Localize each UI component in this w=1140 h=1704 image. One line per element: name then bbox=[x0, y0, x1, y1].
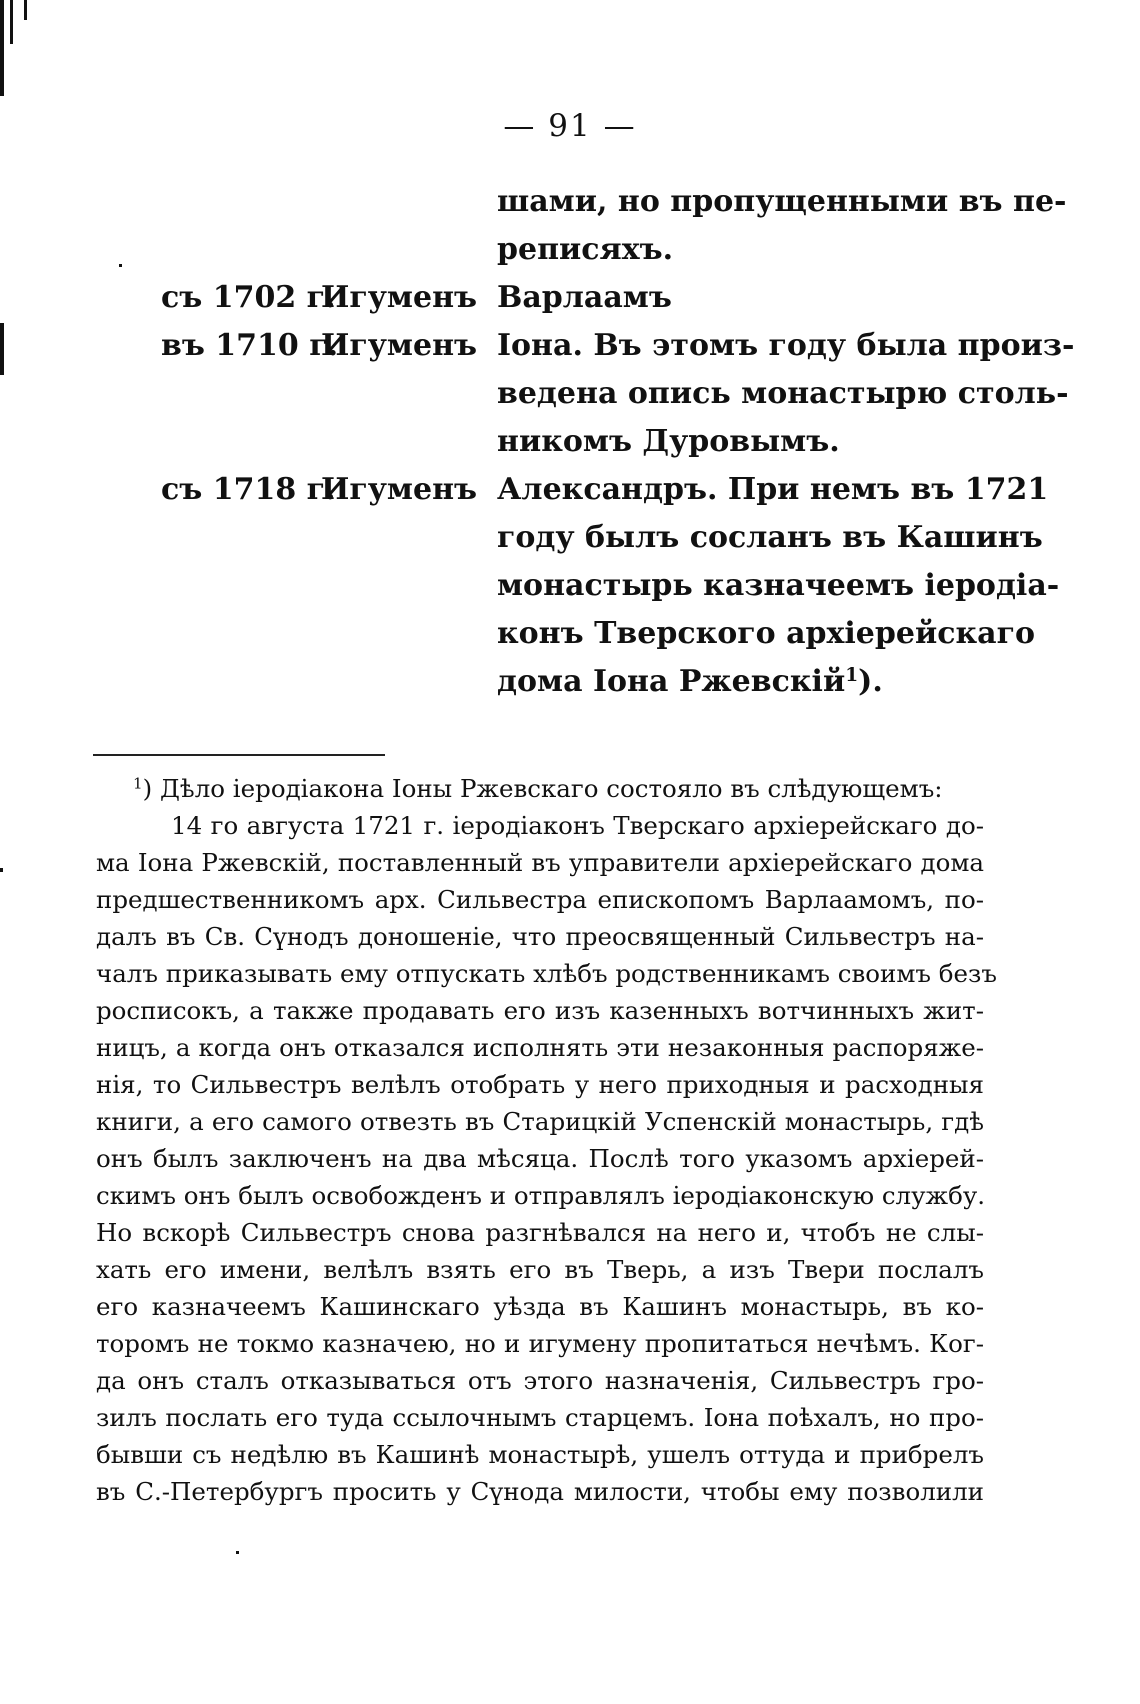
footnote-line: его казначеемъ Кашинскаго уѣзда въ Кашинъ монастырь, въ ко- bbox=[96, 1292, 984, 1321]
entry-date: въ 1710 г. bbox=[161, 328, 339, 363]
text-line: шами, но пропущенными въ пе- bbox=[497, 184, 1067, 219]
footnote-line: зилъ послать его туда ссылочнымъ старцемъ. Іона поѣхалъ, но про- bbox=[96, 1403, 984, 1432]
entry-title: Игуменъ bbox=[321, 472, 478, 507]
text-line: Варлаамъ bbox=[497, 280, 672, 315]
footnote-line: хать его имени, велѣлъ взять его въ Тверь, а изъ Твери послалъ bbox=[96, 1255, 984, 1284]
footnote-number: 1 bbox=[133, 774, 143, 793]
footnote-line: ницъ, а когда онъ отказался исполнять эти незаконныя распоряже- bbox=[96, 1033, 984, 1062]
page-number: — 91 — bbox=[503, 108, 637, 144]
entry-date: съ 1718 г. bbox=[161, 472, 336, 507]
footnote-line: ма Іона Ржевскій, поставленный въ управители архіерейскаго дома bbox=[96, 848, 984, 877]
footnote-line: книги, а его самого отвезть въ Старицкій Успенскій монастырь, гдѣ bbox=[96, 1107, 984, 1136]
scan-mark-dot-2 bbox=[236, 1551, 239, 1554]
text-line: реписяхъ. bbox=[497, 232, 674, 267]
footnote-line: росписокъ, а также продавать его изъ казенныхъ вотчинныхъ жит- bbox=[96, 996, 984, 1025]
footnote-line: предшественникомъ арх. Сильвестра епископомъ Варлаамомъ, по- bbox=[96, 885, 984, 914]
footnote-line: чалъ приказывать ему отпускать хлѣбъ родственникамъ своимъ безъ bbox=[96, 959, 998, 988]
list-item bbox=[0, 466, 1140, 706]
scan-mark-top-left-tick2 bbox=[24, 0, 27, 20]
text-line: году былъ сосланъ въ Кашинъ bbox=[497, 520, 1043, 555]
footnote-line: бывши съ недѣлю въ Кашинѣ монастырѣ, ушелъ оттуда и прибрелъ bbox=[96, 1440, 984, 1469]
entry-title: Игуменъ bbox=[321, 328, 478, 363]
text-line: ведена опись монастырю столь- bbox=[497, 376, 1069, 411]
footnote-line bbox=[96, 770, 984, 807]
footnote-line: скимъ онъ былъ освобожденъ и отправлялъ іеродіаконскую службу. bbox=[96, 1181, 986, 1210]
list-item bbox=[0, 274, 1140, 322]
entry-text bbox=[497, 466, 1060, 706]
footnote-line: онъ былъ заключенъ на два мѣсяца. Послѣ того указомъ архіерей- bbox=[96, 1144, 984, 1173]
continuation-text bbox=[497, 178, 1067, 274]
footnote-line: да онъ сталъ отказываться отъ этого назначенія, Сильвестръ гро- bbox=[96, 1366, 984, 1395]
text-line: Александръ. При немъ въ 1721 bbox=[497, 472, 1049, 507]
text-line: конъ Тверского архіерейскаго bbox=[497, 616, 1035, 651]
scan-mark-left-dot bbox=[0, 868, 3, 872]
footnote-line: далъ въ Св. Сүнодъ доношеніе, что преосвященный Сильвестръ на- bbox=[96, 922, 984, 951]
entry-text bbox=[497, 322, 1075, 466]
footnote-line: Но вскорѣ Сильвестръ снова разгнѣвался на него и, чтобъ не слы- bbox=[96, 1218, 984, 1247]
scan-mark-top-left bbox=[0, 0, 4, 96]
entry-date: съ 1702 г. bbox=[161, 280, 336, 315]
text-line: монастырь казначеемъ іеродіа- bbox=[497, 568, 1060, 603]
text-fragment: ) Дѣло іеродіакона Іоны Ржевскаго состояло въ слѣдующемъ: bbox=[142, 774, 943, 803]
footnote-line: въ С.-Петербургъ просить у Сүнода милости, чтобы ему позволили bbox=[96, 1477, 984, 1506]
abbots-list bbox=[0, 178, 1140, 706]
footnote-line: нія, то Сильвестръ велѣлъ отобрать у него приходныя и расходныя bbox=[96, 1070, 984, 1099]
list-item bbox=[0, 322, 1140, 466]
text-fragment: дома Іона Ржевскій bbox=[497, 664, 846, 699]
entry-title: Игуменъ bbox=[321, 280, 478, 315]
entry-text bbox=[497, 274, 975, 322]
footnote-line: торомъ не токмо казначею, но и игумену пропитаться нечѣмъ. Ког- bbox=[96, 1329, 984, 1358]
footnote bbox=[96, 770, 998, 1510]
footnote-line: 14 го августа 1721 г. іеродіаконъ Тверскаго архіерейскаго до- bbox=[171, 811, 984, 840]
scan-mark-top-left-tick bbox=[10, 0, 13, 44]
footnote-divider bbox=[93, 754, 385, 756]
text-line bbox=[497, 658, 975, 706]
text-fragment: ). bbox=[858, 664, 883, 699]
text-line: никомъ Дуровымъ. bbox=[497, 424, 840, 459]
footnote-marker: 1 bbox=[845, 664, 859, 686]
text-line: Іона. Въ этомъ году была произ- bbox=[497, 328, 1075, 363]
